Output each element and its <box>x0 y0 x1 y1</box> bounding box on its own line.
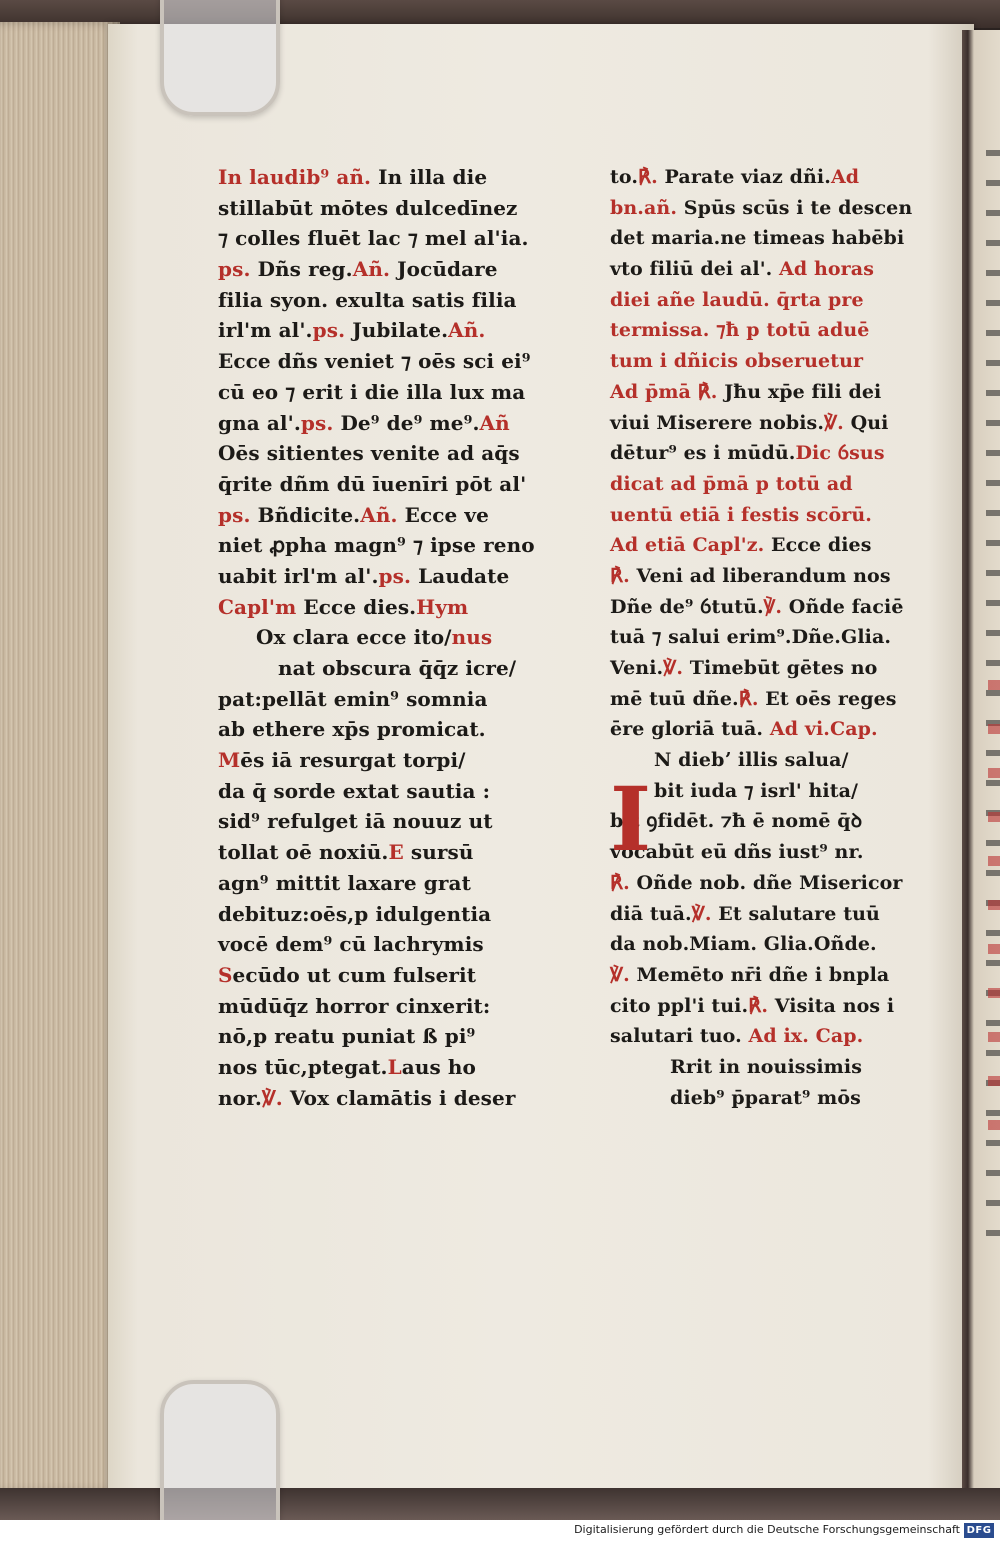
rubric-text: ℟. <box>610 871 630 894</box>
body-text: sursū <box>403 840 474 865</box>
text-line <box>610 714 930 745</box>
body-text: Oēs sitientes venite ad aq̄s <box>218 441 520 466</box>
rubric-text: tum i dñicis obseruetur <box>610 350 864 373</box>
page-holder-clip-bottom <box>160 1380 280 1520</box>
text-line <box>610 254 930 285</box>
text-line <box>218 561 570 592</box>
rubric-text: Ad p̄mā ℟. <box>610 380 718 403</box>
text-line <box>610 469 930 500</box>
page-holder-clip-top <box>160 0 280 116</box>
body-text: pat:pellāt emin⁹ somnia <box>218 686 488 711</box>
text-line <box>610 868 930 899</box>
rubric-text: ps. <box>312 318 346 343</box>
body-text: diā tuā. <box>610 902 692 925</box>
rubric-text: Ad ix. Cap. <box>741 1025 864 1048</box>
body-text: ecūdo ut cum fulserit <box>232 962 477 987</box>
rubric-text: S <box>218 962 233 987</box>
rubric-text: ℟. <box>638 166 658 188</box>
rubric-text: ℟. <box>748 994 769 1017</box>
rubric-text: Añ. <box>360 502 398 527</box>
body-text: Timebūt gētes no <box>683 657 878 679</box>
body-text: nor. <box>218 1085 262 1110</box>
body-text: Et oēs reges <box>758 687 897 710</box>
body-text: Qui <box>843 411 889 434</box>
body-text: ab ethere xp̄s promicat. <box>218 717 486 742</box>
body-text: Memēto nr̄i dñe i bnpla <box>629 963 890 986</box>
text-line <box>610 899 930 930</box>
body-text: salutari tuo. <box>610 1025 742 1048</box>
rubric-text: ps. <box>378 563 412 588</box>
body-text: sid⁹ refulget iā nouuz ut <box>218 809 493 834</box>
text-line <box>218 193 570 224</box>
body-text: cū eo ⁊ erit i die illa lux ma <box>218 379 526 404</box>
text-line <box>218 837 570 868</box>
text-line <box>218 315 570 346</box>
text-line <box>610 500 930 531</box>
body-text: uabit irl'm al'. <box>218 563 379 588</box>
rubric-text: Ad <box>830 166 860 188</box>
text-line <box>610 530 930 561</box>
text-line <box>218 745 570 776</box>
text-column-right <box>610 162 930 1113</box>
text-line <box>610 285 930 316</box>
body-text: Ecce dies <box>764 534 872 557</box>
body-text: q̄rite dñm dū īuenīri pōt al' <box>218 471 527 496</box>
body-text: da nob.Miam. Glia.Oñde. <box>610 933 877 956</box>
rubric-text: bn.añ. <box>610 196 678 219</box>
body-text: Oñde nob. dñe Misericor <box>629 871 903 894</box>
body-text: In illa die <box>371 165 488 189</box>
rubric-text: Capl'm <box>218 594 297 619</box>
text-line <box>218 377 570 408</box>
text-line <box>218 1021 570 1052</box>
body-text: niet ꝓpha magn⁹ ⁊ ipse reno <box>218 533 535 558</box>
text-line <box>610 223 930 254</box>
body-text: tollat oē noxiū. <box>218 840 389 865</box>
rubric-text: Añ <box>479 410 510 435</box>
rubric-text: termissa. ⁊ħ p totū aduē <box>610 319 870 342</box>
text-line <box>218 438 570 469</box>
body-text: Dñe de⁹ ỽtutū. <box>610 595 764 618</box>
dfg-logo: DFG <box>964 1523 994 1538</box>
text-line <box>610 776 930 807</box>
body-text: mūdūq̄z horror cinxerit: <box>218 993 491 1018</box>
rubric-text: ℣. <box>824 411 844 434</box>
text-line <box>610 960 930 991</box>
text-line <box>610 408 930 439</box>
rubric-text: ℟. <box>610 564 630 587</box>
text-line <box>218 1052 570 1083</box>
body-text: Veni ad liberandum nos <box>629 564 891 587</box>
text-line <box>218 776 570 807</box>
body-text: nos tūc,ptegat. <box>218 1054 388 1079</box>
body-text: filia syon. exulta satis filia <box>218 287 517 312</box>
rubric-text: diei añe laudū. q̄rta pre <box>610 288 864 311</box>
text-line <box>218 622 570 653</box>
text-line <box>218 684 570 715</box>
rubric-text: ℣. <box>261 1085 283 1110</box>
rubric-text: Ad horas <box>772 258 874 281</box>
text-line <box>610 438 930 469</box>
text-line <box>610 653 930 684</box>
body-text: tuā ⁊ salui erim⁹.Dñe.Glia. <box>610 626 892 649</box>
body-text: nat obscura q̄q̄z icre/ <box>278 656 517 680</box>
facing-page-rubric-fragment <box>988 680 1000 1140</box>
text-line <box>610 315 930 346</box>
body-text: Vox clamātis i deser <box>282 1085 516 1110</box>
rubric-text: dicat ad p̄mā p totū ad <box>610 472 853 495</box>
body-text: Oñde faciē <box>782 595 904 618</box>
body-text: viui Miserere nobis. <box>610 411 825 434</box>
body-text: ēre gloriā tuā. <box>610 718 764 741</box>
book-cover-bottom <box>0 1488 1000 1520</box>
body-text: Jubilate. <box>345 318 449 343</box>
body-text: bit iuda ⁊ isrl' hita/ <box>654 779 859 802</box>
text-line <box>218 806 570 837</box>
rubric-text: Añ. <box>448 318 486 343</box>
text-line <box>610 622 930 653</box>
rubric-text: Ad vi.Cap. <box>763 718 878 741</box>
rubric-text: ps. <box>218 502 251 527</box>
body-text: ⁊ colles fluēt lac ⁊ mel al'ia. <box>218 226 529 251</box>
text-line <box>218 991 570 1022</box>
rubric-text: ps. <box>218 257 251 282</box>
body-text: debituz:oēs,p idulgentia <box>218 901 492 926</box>
text-line <box>218 530 570 561</box>
text-line <box>218 1083 570 1114</box>
drop-cap-initial: I <box>610 767 652 871</box>
rubric-text: Ad etiā Capl'z. <box>610 534 765 557</box>
rubric-text: ℣. <box>691 902 712 925</box>
text-line <box>218 223 570 254</box>
rubric-text: nus <box>451 625 493 650</box>
text-line <box>610 745 930 776</box>
body-text: to. <box>610 166 639 188</box>
text-line <box>218 500 570 531</box>
rubric-text: In laudib⁹ añ. <box>218 165 372 189</box>
body-text: Ecce dies. <box>296 594 417 619</box>
body-text: agn⁹ mittit laxare grat <box>218 870 471 895</box>
body-text: mē tuū dñe. <box>610 687 739 710</box>
body-text: dieb⁹ p̄parat⁹ mōs <box>670 1086 861 1109</box>
body-text: Rrit in nouissimis <box>670 1055 863 1078</box>
body-text: Ox clara ecce ito/ <box>256 625 452 650</box>
body-text: Laudate <box>411 563 510 588</box>
text-line <box>218 929 570 960</box>
body-text: aus ho <box>401 1054 477 1079</box>
body-text: stillabūt mōtes dulcedīnez <box>218 195 518 220</box>
text-line <box>218 285 570 316</box>
body-text: Jocūdare <box>390 257 498 282</box>
rubric-text: Añ. <box>352 257 391 282</box>
text-line <box>610 377 930 408</box>
body-text: bit ꝯfidēt. ⁊ħ ē nomē q̄ꝺ <box>610 810 863 833</box>
text-line <box>610 592 930 623</box>
rubric-text: uentū etiā i festis scōrū. <box>610 503 873 526</box>
text-line <box>218 714 570 745</box>
text-line <box>610 1052 930 1083</box>
body-text: nō,p reatu puniat ß pi⁹ <box>218 1024 476 1049</box>
text-line <box>218 653 570 684</box>
text-line <box>610 193 930 224</box>
rubric-text: ℟. <box>738 687 759 710</box>
text-line <box>218 899 570 930</box>
rubric-text: Hym <box>416 594 469 619</box>
body-text: da q̄ sorde extat sautia : <box>218 778 491 803</box>
body-text: Ecce ve <box>397 502 489 527</box>
body-text: N diebʼ illis salua/ <box>654 749 849 772</box>
body-text: Spūs scūs i te descen <box>677 196 913 219</box>
body-text: Parate viaz dñi. <box>657 166 831 188</box>
body-text: Veni. <box>610 657 664 679</box>
body-text: Visita nos i <box>768 994 895 1017</box>
body-text: De⁹ de⁹ me⁹. <box>333 410 480 435</box>
body-text: vto filiū dei al'. <box>610 258 773 281</box>
text-line <box>610 684 930 715</box>
text-line <box>218 960 570 991</box>
text-line <box>610 991 930 1022</box>
rubric-text: L <box>387 1054 402 1079</box>
body-text: Et salutare tuū <box>711 902 880 925</box>
funding-notice: Digitalisierung gefördert durch die Deutsche Forschungsgemeinschaft <box>574 1523 960 1536</box>
text-line <box>218 408 570 439</box>
text-line <box>218 868 570 899</box>
text-column-left <box>218 162 570 1113</box>
body-text: Ecce dñs veniet ⁊ oēs sci ei⁹ <box>218 349 531 374</box>
text-line <box>610 929 930 960</box>
text-line <box>610 837 930 868</box>
footer-bar <box>0 1520 1000 1541</box>
rubric-text: ℣. <box>763 595 783 618</box>
page-edges <box>0 22 120 1492</box>
rubric-text: E <box>388 840 404 865</box>
text-line <box>218 162 570 193</box>
body-text: Dñs reg. <box>250 257 353 282</box>
text-line <box>610 162 930 193</box>
body-text: ēs iā resurgat torpi/ <box>240 748 466 773</box>
text-line <box>610 1083 930 1114</box>
body-text: cito ppl'i tui. <box>610 994 749 1017</box>
body-text: det maria.ne timeas habēbi <box>610 227 905 250</box>
text-line <box>610 561 930 592</box>
text-line <box>218 592 570 623</box>
rubric-text: Dic ỽsus <box>795 442 885 465</box>
text-line <box>610 346 930 377</box>
text-line <box>218 254 570 285</box>
body-text: vocē dem⁹ cū lachrymis <box>218 932 484 957</box>
rubric-text: ℣. <box>663 657 684 679</box>
body-text: Bñdicite. <box>250 502 361 527</box>
rubric-text: M <box>218 748 241 773</box>
rubric-text: ℣. <box>610 963 630 986</box>
body-text: gna al'. <box>218 410 301 435</box>
text-line <box>218 346 570 377</box>
body-text: vocabūt eū dñs iust⁹ nr. <box>610 841 864 864</box>
text-line <box>610 806 930 837</box>
rubric-text: ps. <box>300 410 334 435</box>
text-line <box>610 1021 930 1052</box>
body-text: Jħu xp̄e fili dei <box>717 380 882 403</box>
body-text: dētur⁹ es i mūdū. <box>610 442 796 465</box>
text-line <box>218 469 570 500</box>
body-text: irl'm al'. <box>218 318 313 343</box>
